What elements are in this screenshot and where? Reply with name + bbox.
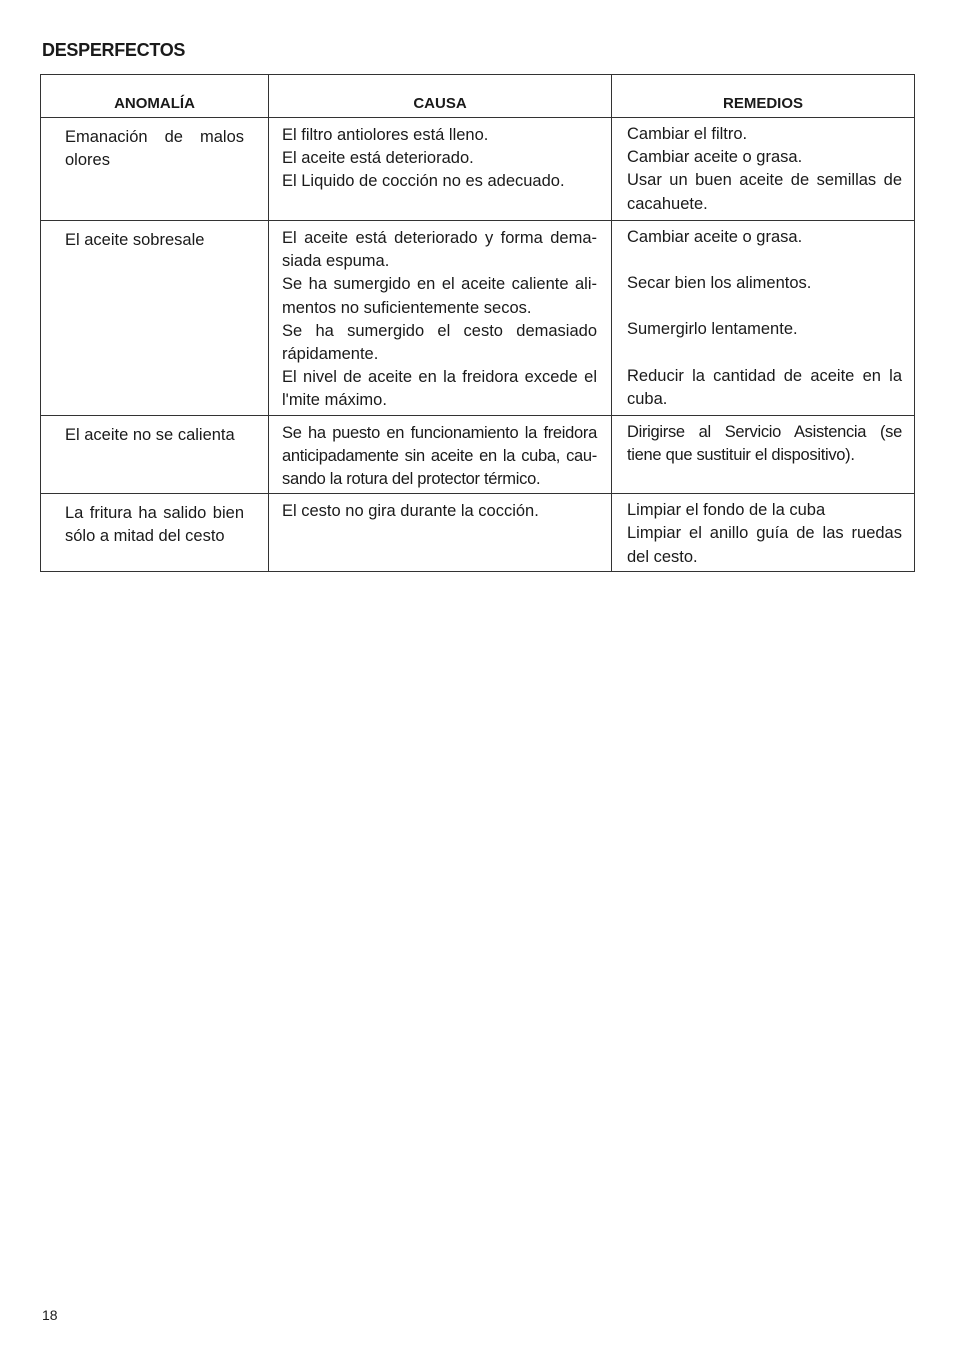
section-title: DESPERFECTOS	[42, 40, 186, 60]
remedios-cell	[612, 221, 915, 416]
troubleshooting-table	[40, 74, 915, 572]
remedios-cell	[612, 415, 915, 494]
causa-line: Se ha puesto en funcionamiento la freidora anticipadamente sin aceite en la cuba, cau-sando la rotura del protector térmico.	[282, 423, 597, 489]
remedios-cell	[612, 494, 915, 572]
causa-cell	[269, 415, 612, 494]
remedio-line: Limpiar el fondo de la cuba	[627, 501, 826, 520]
table-header-row	[41, 75, 915, 118]
remedio-line: Sumergirlo lentamente.	[627, 320, 798, 339]
anomalia-cell: Emanación de malos olores	[41, 118, 269, 221]
causa-line: El aceite está deteriorado.	[282, 149, 474, 168]
causa-cell	[269, 221, 612, 416]
remedio-line: Cambiar aceite o grasa.	[627, 148, 803, 167]
causa-cell	[269, 494, 612, 572]
anomalia-cell: El aceite sobresale	[41, 221, 269, 416]
page-number: 18	[42, 1307, 58, 1323]
table-row	[41, 118, 915, 221]
table-row	[41, 415, 915, 494]
causa-line: El cesto no gira durante la cocción.	[282, 502, 539, 521]
causa-line: El nivel de aceite en la freidora excede el l'mite máximo.	[282, 368, 597, 410]
causa-line: Se ha sumergido en el aceite caliente ali-mentos no suficientemente secos.	[282, 275, 597, 317]
remedio-line: Dirigirse al Servicio Asistencia (se tiene que sustituir el dispositivo).	[627, 422, 902, 464]
remedio-line: Limpiar el anillo guía de las ruedas del cesto.	[627, 524, 902, 566]
anomalia-cell: El aceite no se calienta	[41, 415, 269, 494]
remedio-line: Reducir la cantidad de aceite en la cuba.	[627, 366, 902, 408]
remedios-cell	[612, 118, 915, 221]
header-remedios: REMEDIOS	[612, 75, 915, 118]
anomalia-cell: La fritura ha salido bien sólo a mitad del cesto	[41, 494, 269, 572]
causa-cell	[269, 118, 612, 221]
causa-line: El aceite está deteriorado y forma dema-siada espuma.	[282, 229, 597, 271]
causa-line: Se ha sumergido el cesto demasiado rápidamente.	[282, 321, 597, 364]
table-row	[41, 494, 915, 572]
header-anomalia: ANOMALÍA	[41, 75, 269, 118]
remedio-line: Cambiar el filtro.	[627, 125, 748, 143]
table-row	[41, 221, 915, 416]
header-causa: CAUSA	[269, 75, 612, 118]
remedio-line: Secar bien los alimentos.	[627, 274, 812, 293]
causa-line: El Liquido de cocción no es adecuado.	[282, 172, 565, 191]
causa-line: El filtro antiolores está lleno.	[282, 126, 489, 144]
remedio-line: Cambiar aceite o grasa.	[627, 228, 803, 246]
remedio-line: Usar un buen aceite de semillas de cacahuete.	[627, 171, 902, 213]
